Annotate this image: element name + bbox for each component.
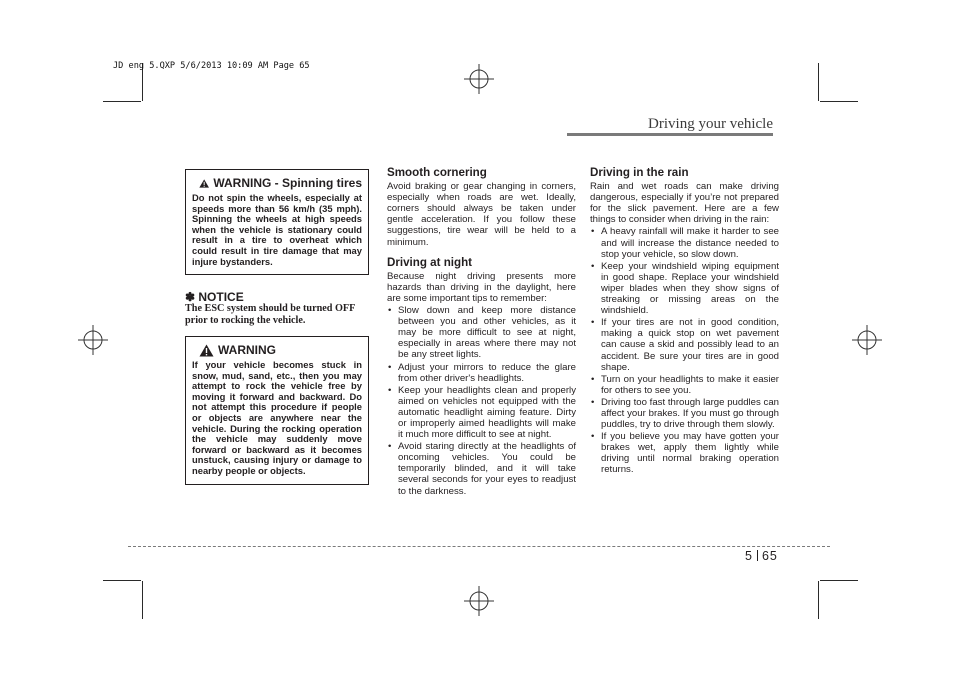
crop-mark [818,581,819,619]
list-item: • Avoid staring directly at the headlights of oncoming vehicles. You could be temporarily blinded, and it will take several seconds for your eyes to readjust to the darkness. [387,441,576,496]
warning-triangle-icon [199,344,214,357]
list-item: • Adjust your mirrors to reduce the glare from other driver's headlights. [387,362,576,384]
crop-mark [142,581,143,619]
warning-header [192,343,362,357]
crop-mark [820,580,858,581]
list-item: • Driving too fast through large puddles can affect your brakes. If you must go through puddles, try to drive through them slowly. [590,397,779,430]
page-number-value: 65 [761,549,778,563]
night-tips-list [387,305,576,497]
warning-box-stuck-vehicle [185,336,369,485]
print-slug: JD eng 5.QXP 5/6/2013 10:09 AM Page 65 [113,61,310,71]
crop-mark [818,63,819,101]
column-right [590,167,779,477]
warning-body: Do not spin the wheels, especially at speeds more than 56 km/h (35 mph). Spinning the wheels at high speeds when the vehicle is stationary could result in a tire to overheat which could result in tire damage that may injure bystanders. [192,192,362,267]
registration-crosshair-icon [78,325,108,355]
chapter-number: 5 [745,549,753,563]
warning-body: If your vehicle becomes stuck in snow, mud, sand, etc., then you may attempt to rock the vehicle free by moving it forward and backward. Do not attempt this procedure if people or objects are anywhere near the vehicle. During the rocking operation the vehicle may suddenly move forward or backward as it becomes unstuck, causing injury or damage to nearby people or objects. [192,359,362,476]
paragraph-night-intro: Because night driving presents more hazards than driving in the daylight, here are some important tips to remember: [387,270,576,304]
list-item: • Keep your windshield wiping equipment in good shape. Replace your windshield wiper blades when they show signs of streaking or missing areas on the windshield. [590,261,779,316]
rain-tips-list [590,226,779,475]
page-number [745,549,778,563]
warning-box-spinning-tires [185,169,369,275]
crop-mark [103,580,141,581]
warning-header [192,176,362,190]
warning-triangle-icon [199,177,209,190]
list-item: • If you believe you may have gotten your brakes wet, apply them lightly while driving until normal braking operation returns. [590,431,779,475]
list-item: • Turn on your headlights to make it easier for others to see you. [590,374,779,396]
registration-crosshair-icon [852,325,882,355]
list-item: • Slow down and keep more distance between you and other vehicles, as it may be more difficult to see at night, especially in areas where there may not be any street lights. [387,305,576,360]
list-item: • A heavy rainfall will make it harder to see and will increase the distance needed to stop your vehicle, so slow down. [590,226,779,259]
registration-crosshair-icon [464,64,494,94]
notice-title: ✽ NOTICE [185,290,244,304]
section-heading-smooth-cornering: Smooth cornering [387,166,487,179]
section-heading-driving-in-the-rain: Driving in the rain [590,166,689,179]
header-rule [567,133,773,136]
footer-rule [128,546,830,547]
warning-title: WARNING [218,343,276,357]
list-item: • Keep your headlights clean and properly aimed on vehicles not equipped with the automatic headlight aiming feature. Dirty or improperly aimed headlights will make it much more difficult to see at night. [387,385,576,440]
page-number-separator [757,550,758,561]
registration-crosshair-icon [464,586,494,616]
section-heading-driving-at-night: Driving at night [387,255,473,269]
crop-mark [820,101,858,102]
paragraph-rain-intro: Rain and wet roads can make driving dangerous, especially if you’re not prepared for the slick pavement. Here are a few things to consider when driving in the rain: [590,181,779,226]
section-header-title: Driving your vehicle [648,116,773,132]
warning-title: WARNING - Spinning tires [213,176,362,190]
paragraph-smooth-cornering: Avoid braking or gear changing in corners, especially when roads are wet. Ideally, corners should always be taken under gentle acceleration. If you follow these suggestions, tire wear will be held to a minimum. [387,181,576,248]
column-middle [387,167,576,498]
notice-body: The ESC system should be turned OFF prior to rocking the vehicle. [185,303,356,326]
crop-mark [103,101,141,102]
list-item: • If your tires are not in good condition, making a quick stop on wet pavement can cause a skid and possibly lead to an accident. Be sure your tires are in good shape. [590,317,779,372]
